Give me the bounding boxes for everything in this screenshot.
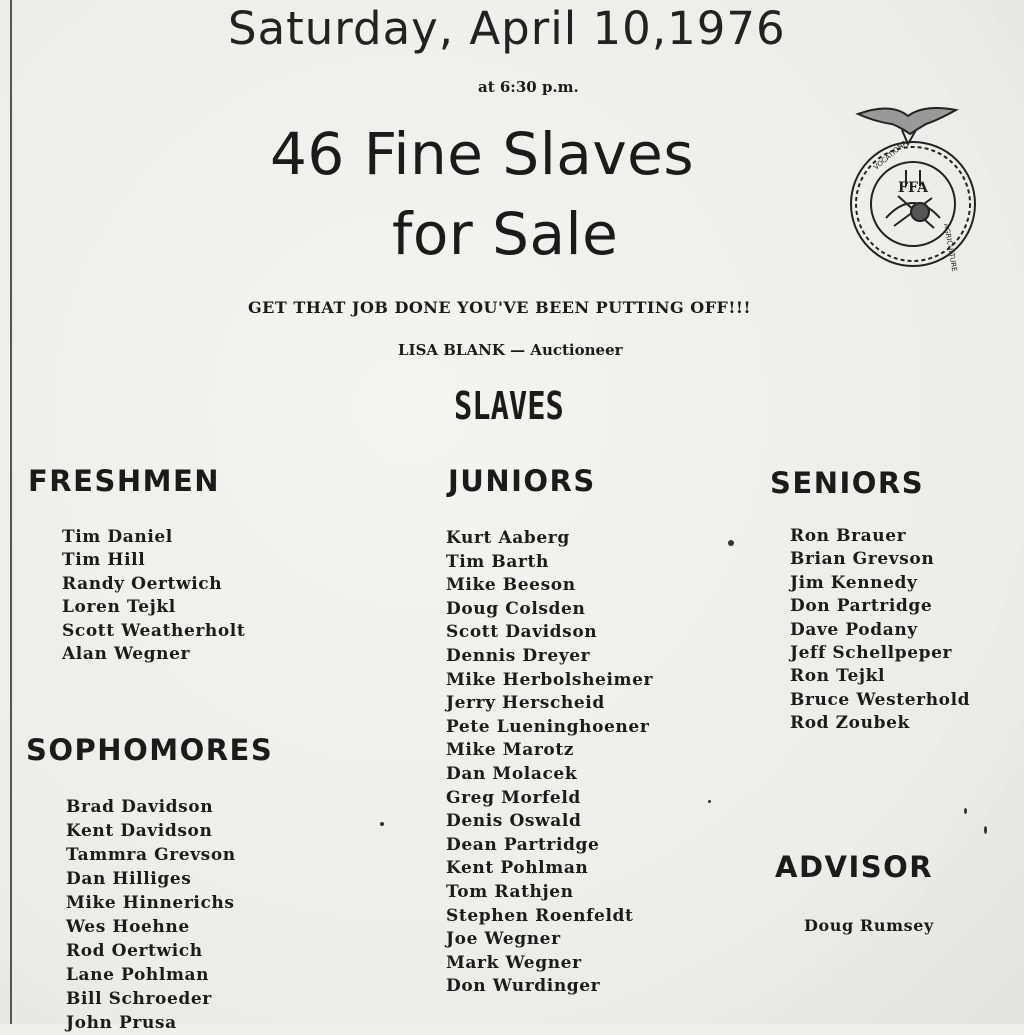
juniors-heading: JUNIORS: [448, 464, 596, 498]
event-time: at 6:30 p.m.: [478, 78, 579, 96]
name-list-item: Ron Brauer: [790, 526, 907, 546]
name-list-item: Mike Hinnerichs: [66, 893, 235, 913]
tagline: GET THAT JOB DONE YOU'VE BEEN PUTTING OFF!!!: [248, 298, 751, 317]
name-list-item: Tim Daniel: [62, 527, 173, 547]
name-list-item: John Prusa: [66, 1013, 177, 1033]
auctioneer-line: LISA BLANK — Auctioneer: [398, 341, 623, 359]
name-list-item: Kurt Aaberg: [446, 528, 570, 548]
name-list-item: Tim Hill: [62, 550, 146, 571]
ffa-emblem-icon: [846, 100, 980, 272]
freshmen-heading: FRESHMEN: [28, 464, 221, 498]
sophomores-list: [66, 795, 236, 1035]
svg-text:VOCATIONAL: VOCATIONAL: [872, 136, 912, 172]
headline-line-1: 46 Fine Slaves: [270, 120, 695, 188]
name-list-item: Brad Davidson: [66, 797, 214, 817]
name-list-item: Mark Wegner: [446, 952, 582, 973]
headline-line-2: for Sale: [392, 200, 619, 268]
name-list-item: Stephen Roenfeldt: [446, 905, 634, 926]
name-list-item: Wes Hoehne: [66, 917, 190, 937]
name-list-item: Loren Tejkl: [62, 597, 176, 618]
ink-speck: [728, 540, 734, 546]
name-list-item: Mike Marotz: [446, 740, 575, 761]
name-list-item: Dean Partridge: [446, 834, 600, 855]
name-list-item: Tammra Grevson: [66, 845, 236, 865]
name-list-item: Don Wurdinger: [446, 976, 601, 997]
name-list-item: Tom Rathjen: [446, 881, 574, 902]
name-list-item: Lane Pohlman: [66, 965, 210, 985]
name-list-item: Joe Wegner: [446, 929, 561, 950]
clipping-edge: [10, 0, 12, 1024]
name-list-item: Jim Kennedy: [790, 572, 918, 593]
name-list-item: Dave Podany: [790, 619, 918, 640]
name-list-item: Jerry Herscheid: [446, 693, 605, 714]
name-list-item: Bill Schroeder: [66, 989, 212, 1009]
name-list-item: Kent Pohlman: [446, 858, 589, 879]
freshmen-list: [62, 526, 245, 666]
name-list-item: Mike Herbolsheimer: [446, 669, 654, 690]
seniors-heading: SENIORS: [770, 466, 925, 500]
name-list-item: Scott Davidson: [446, 622, 598, 643]
name-list-item: Bruce Westerhold: [790, 689, 971, 710]
name-list-item: Rod Oertwich: [66, 941, 203, 961]
name-list-item: Kent Davidson: [66, 821, 213, 841]
name-list-item: Dennis Dreyer: [446, 645, 591, 666]
event-date: Saturday, April 10,1976: [228, 2, 786, 55]
sophomores-heading: SOPHOMORES: [26, 733, 274, 767]
name-list-item: Doug Colsden: [446, 598, 586, 619]
name-list-item: Brian Grevson: [790, 549, 935, 570]
name-list-item: Alan Wegner: [62, 644, 191, 665]
svg-text:AGRICULTURE: AGRICULTURE: [942, 222, 959, 272]
name-list-item: Don Partridge: [790, 596, 933, 617]
juniors-list: [446, 527, 653, 999]
section-title: SLAVES: [454, 384, 564, 428]
name-list-item: Greg Morfeld: [446, 787, 581, 808]
name-list-item: Scott Weatherholt: [62, 620, 246, 641]
ink-speck: [708, 800, 711, 803]
name-list-item: Rod Zoubek: [790, 713, 910, 734]
name-list-item: Randy Oertwich: [62, 573, 223, 594]
name-list-item: Jeff Schellpeper: [790, 643, 953, 664]
svg-text:FFA: FFA: [898, 180, 928, 196]
name-list-item: Tim Barth: [446, 551, 549, 572]
ink-speck: [984, 826, 987, 834]
advisor-heading: ADVISOR: [775, 850, 934, 884]
name-list-item: Mike Beeson: [446, 575, 576, 596]
name-list-item: Ron Tejkl: [790, 666, 886, 687]
name-list-item: Dan Molacek: [446, 763, 578, 784]
seniors-list: [790, 525, 970, 736]
name-list-item: Pete Lueninghoener: [446, 716, 650, 737]
name-list-item: Denis Oswald: [446, 811, 582, 832]
ink-speck: [964, 808, 967, 814]
advisor-name: Doug Rumsey: [804, 916, 934, 935]
ink-speck: [380, 822, 384, 826]
name-list-item: Dan Hilliges: [66, 869, 192, 889]
